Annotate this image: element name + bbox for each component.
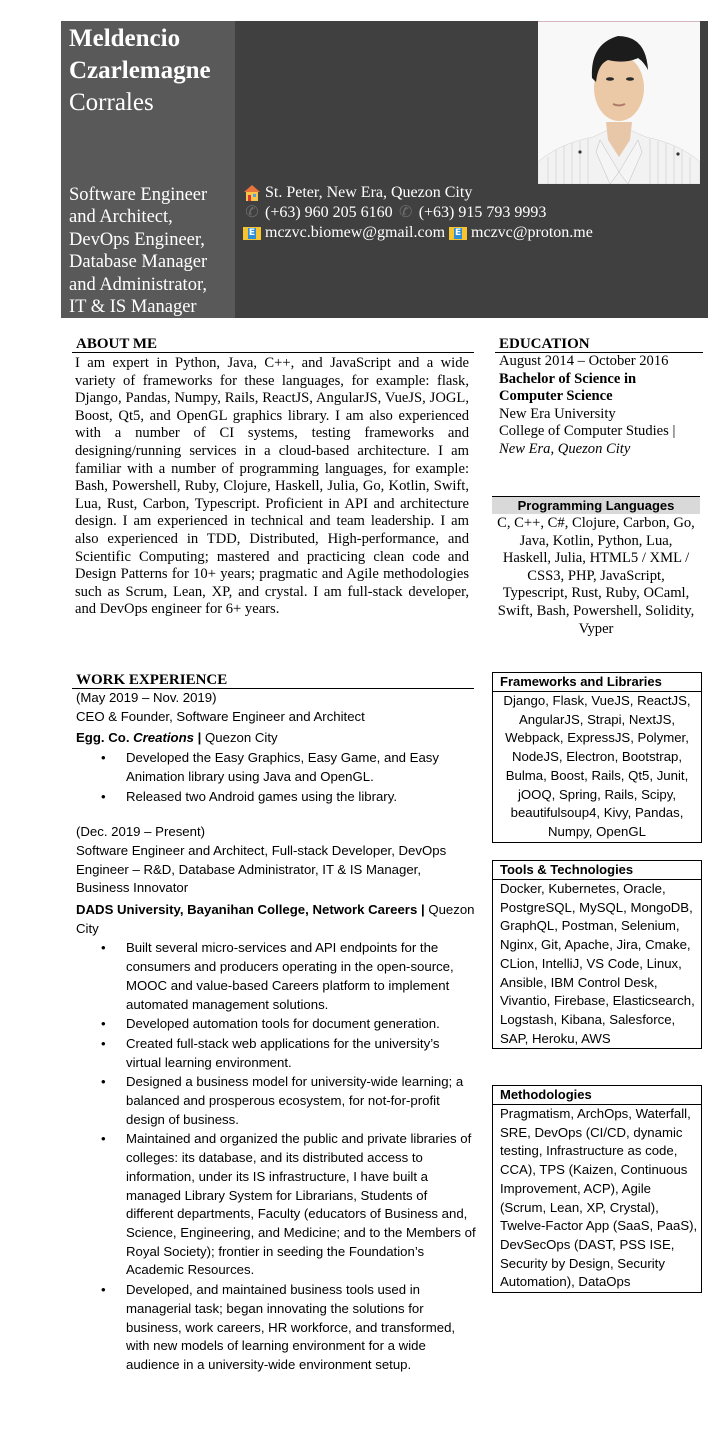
name-panel bbox=[61, 21, 235, 318]
middle-name: Czarlemagne bbox=[69, 57, 211, 84]
email-1[interactable]: mczvc.biomew@gmail.com bbox=[265, 224, 446, 241]
full-name bbox=[69, 23, 211, 119]
education-heading: EDUCATION bbox=[495, 336, 703, 353]
education-entry bbox=[499, 353, 675, 459]
job-bullet: • Created full-stack web applications for the university’s virtual learning environment. bbox=[76, 1035, 476, 1072]
job-title-line: and Architect, bbox=[69, 207, 173, 228]
degree-line-2: Computer Science bbox=[499, 388, 613, 405]
programming-languages-list: C, C++, C#, Clojure, Carbon, Go, Java, Kotlin, Python, Lua, Haskell, Julia, HTML5 / XML / CSS3, PHP, JavaScript, Typescript, Rust, Ruby, OCaml, Swift, Bash, Powershell, Solidity, Vyper bbox=[497, 515, 695, 637]
job-title-line: and Administrator, bbox=[69, 274, 207, 295]
job-bullet: • Designed a business model for university-wide learning; a balanced and prosperous ecosystem, for not-for-profit design of business. bbox=[76, 1073, 476, 1129]
school-location: New Era, Quezon City bbox=[499, 440, 631, 457]
job-bullet: • Developed the Easy Graphics, Easy Game, and Easy Animation library using Java and OpenGL. bbox=[76, 749, 476, 786]
profile-photo bbox=[538, 21, 700, 184]
tools-heading: Tools & Technologies bbox=[493, 861, 701, 880]
job-bullet: • Built several micro-services and API endpoints for the consumers and producers operating in the open-source, MOOC and value-based Careers platform to implement automated management solutions. bbox=[76, 939, 476, 1014]
methodologies-box bbox=[492, 1085, 702, 1293]
first-name: Meldencio bbox=[69, 25, 181, 52]
programming-languages-heading: Programming Languages bbox=[492, 496, 700, 514]
frameworks-heading: Frameworks and Libraries bbox=[493, 673, 701, 692]
methodologies-list: Pragmatism, ArchOps, Waterfall, SRE, DevOps (CI/CD, dynamic testing, Infrastructure as code, CCA), TPS (Kaizen, Continuous Improvement, ACP), Agile (Scrum, Lean, XP, Crystal), Twelve-Factor App (SaaS, PaaS), DevSecOps (DAST, PSS ISE, Security by Design, Security Automation), DataOps bbox=[500, 1106, 698, 1290]
education-period: August 2014 – October 2016 bbox=[499, 353, 669, 369]
job-bullet: • Maintained and organized the public and private libraries of colleges: its database, and its distributed access to information, under its IS infrastructure, I have built a managed Library System for Librarians, Students of different departments, Faculty (educators of Business and, Science, Engineering, and Medicine; and to the Members of Royal Society); frontier in seeding the Foundation’s Academic Resources. bbox=[76, 1130, 476, 1280]
phone-1[interactable]: (+63) 960 205 6160 bbox=[265, 204, 393, 221]
address-text: St. Peter, New Era, Quezon City bbox=[265, 184, 473, 201]
job-role: Software Engineer and Architect, Full-stack Developer, DevOps Engineer – R&D, Database Administrator, IT & IS Manager, Business Innovator bbox=[76, 842, 447, 896]
house-icon bbox=[243, 185, 261, 201]
last-name: Corrales bbox=[69, 89, 154, 116]
phone-icon: ✆ bbox=[398, 204, 413, 221]
job-title-line: Database Manager bbox=[69, 252, 208, 273]
job-title-line: IT & IS Manager bbox=[69, 297, 197, 318]
frameworks-box bbox=[492, 672, 702, 843]
company-separator: | bbox=[417, 902, 429, 918]
company-name: DADS University, Bayanihan College, Network Careers bbox=[76, 902, 418, 918]
job-company bbox=[76, 901, 476, 938]
company-separator: | bbox=[193, 730, 206, 746]
email-icon: E bbox=[449, 227, 467, 240]
job-title-line: Software Engineer bbox=[69, 185, 208, 205]
about-text: I am expert in Python, Java, C++, and JavaScript and a wide variety of frameworks for these languages, for example: flask, Django, Pandas, Numpy, Rails, ReactJS, AngularJS, VueJS, JOGL, Boost, Qt5, and OpenGL graphics library. I am also experienced with a number of CI systems, testing frameworks and designing/running services in a cloud-based architecture. I am familiar with a number of programming languages, for example: Bash, Powershell, Ruby, Clojure, Haskell, Julia, Go, Kotlin, Swift, Lua, Rust, Carbon, Typescript. Proficient in API and architecture design. I am experienced in technical and team leadership. I am also experienced in TDD, Distributed, High-performance, and Scientific Computing; mastered and practicing clean code and Design Patterns for 10+ years; pragmatic and Agile methodologies such as Scrum, Lean, XP, and crystal. I am full-stack developer, and DevOps engineer for 6+ years. bbox=[75, 355, 469, 618]
job-role: CEO & Founder, Software Engineer and Architect bbox=[76, 708, 365, 724]
resume-header bbox=[61, 21, 708, 318]
job-title-line: DevOps Engineer, bbox=[69, 229, 205, 250]
work-experience-list bbox=[76, 689, 476, 1392]
email-2[interactable]: mczvc@proton.me bbox=[471, 224, 593, 241]
contact-info bbox=[243, 183, 593, 243]
address-row bbox=[243, 183, 593, 203]
about-heading: ABOUT ME bbox=[72, 336, 474, 353]
job-bullet: • Developed automation tools for document generation. bbox=[76, 1015, 476, 1034]
degree-line-1: Bachelor of Science in bbox=[499, 370, 637, 387]
job-period: (Dec. 2019 – Present) bbox=[76, 824, 206, 840]
company-name-italic: Creations bbox=[133, 730, 194, 746]
job-entry bbox=[76, 823, 476, 1374]
phone-row bbox=[243, 203, 593, 223]
job-entry bbox=[76, 689, 476, 806]
frameworks-list: Django, Flask, VueJS, ReactJS, AngularJS, Strapi, NextJS, Webpack, ExpressJS, Polymer, NodeJS, Electron, Bootstrap, Bulma, Boost, Rails, Qt5, Junit, jOOQ, Spring, Rails, Scipy, beautifulsoup4, Kivy, Pandas, Numpy, OpenGL bbox=[503, 693, 691, 839]
email-icon: E bbox=[243, 227, 261, 240]
tools-list: Docker, Kubernetes, Oracle, PostgreSQL, MySQL, MongoDB, GraphQL, Postman, Selenium, Nginx, Git, Apache, Jira, Cmake, CLion, IntelliJ, VS Code, Linux, Ansible, IBM Control Desk, Vivantio, Firebase, Elasticsearch, Logstash, Kibana, Salesforce, SAP, Heroku, AWS bbox=[500, 881, 695, 1046]
job-company bbox=[76, 729, 476, 748]
job-titles bbox=[69, 184, 207, 318]
programming-languages-section bbox=[492, 496, 700, 638]
company-location: Quezon City bbox=[76, 902, 475, 936]
job-bullet: • Developed, and maintained business tools used in managerial task; began innovating the solutions for business, work careers, HR workforce, and transformed, with new models of learning environment for a wide audience in a university-wide environment setup. bbox=[76, 1281, 476, 1375]
job-bullets bbox=[76, 749, 476, 806]
email-row bbox=[243, 223, 593, 243]
job-bullets bbox=[76, 939, 476, 1374]
job-bullet: • Released two Android games using the library. bbox=[76, 788, 476, 807]
methodologies-heading: Methodologies bbox=[493, 1086, 701, 1105]
phone-icon: ✆ bbox=[245, 204, 259, 221]
portrait-image bbox=[538, 22, 700, 184]
work-heading: WORK EXPERIENCE bbox=[72, 672, 474, 689]
college-name: College of Computer Studies | bbox=[499, 423, 676, 440]
tools-box bbox=[492, 860, 702, 1049]
company-location: Quezon City bbox=[205, 730, 278, 746]
school-name: New Era University bbox=[499, 405, 616, 422]
job-period: (May 2019 – Nov. 2019) bbox=[76, 690, 217, 705]
phone-2[interactable]: (+63) 915 793 9993 bbox=[418, 204, 547, 221]
company-name: Egg. Co. bbox=[76, 730, 134, 746]
